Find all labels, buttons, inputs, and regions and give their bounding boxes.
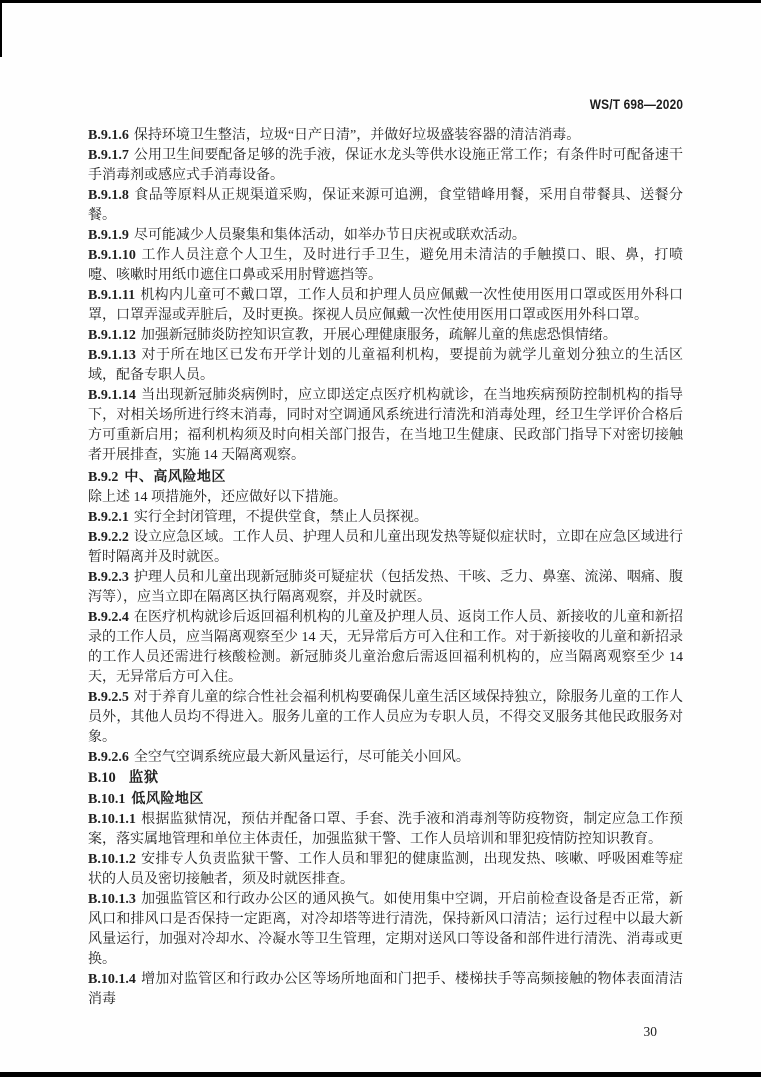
clause-text: 对于所在地区已发布开学计划的儿童福利机构，要提前为就学儿童划分独立的生活区域，配备专职人员。: [88, 348, 683, 383]
clause-text: 加强监管区和行政办公区的通风换气。如使用集中空调，开启前检查设备是否正常，新风口和排风口是否保持一定距离，对冷却塔等进行清洗，保持新风口清洁；运行过程中以最大新风量运行，加强对冷却水、冷凝水等卫生管理，定期对送风口等设备和部件进行清洗、消毒或更换。: [88, 892, 683, 967]
clause-number: B.9.1.14: [88, 388, 136, 403]
clause-paragraph: [88, 386, 683, 466]
clause-number: B.9.1.6: [88, 128, 129, 143]
clause-number: B.9.2.6: [88, 750, 129, 765]
clause-paragraph: [88, 126, 683, 146]
clause-number: B.9.2: [88, 470, 119, 485]
clause-number: B.9.1.12: [88, 328, 136, 343]
clause-paragraph: [88, 688, 683, 748]
clause-paragraph: [88, 286, 683, 326]
clause-number: B.9.1.13: [88, 348, 136, 363]
clause-text: 当出现新冠肺炎病例时，应立即送定点医疗机构就诊，在当地疾病预防控制机构的指导下，对相关场所进行终末消毒，同时对空调通风系统进行清洗和消毒处理，经卫生学评价合格后方可重新启用；福利机构须及时向相关部门报告，在当地卫生健康、民政部门指导下对密切接触者开展排查，实施 14 天隔离观察。: [88, 388, 683, 463]
clause-number: B.9.2.4: [88, 610, 129, 625]
clause-text: 加强新冠肺炎防控知识宣教，开展心理健康服务，疏解儿童的焦虑恐惧情绪。: [140, 328, 617, 343]
clause-paragraph: [88, 146, 683, 186]
clause-text: 增加对监管区和行政办公区等场所地面和门把手、楼梯扶手等高频接触的物体表面清洁消毒: [88, 972, 683, 1007]
clause-paragraph: [88, 508, 683, 528]
clause-text: 公用卫生间要配备足够的洗手液，保证水龙头等供水设施正常工作；有条件时可配备速干手消毒剂或感应式手消毒设备。: [88, 148, 683, 183]
subsection-heading: [88, 466, 683, 488]
clause-paragraph: [88, 810, 683, 850]
clause-text: 工作人员注意个人卫生，及时进行手卫生，避免用未清洁的手触摸口、眼、鼻，打喷嚏、咳嗽时用纸巾遮住口鼻或采用肘臂遮挡等。: [88, 248, 683, 283]
clause-number: B.9.1.8: [88, 188, 129, 203]
clause-paragraph: [88, 488, 683, 508]
clause-paragraph: [88, 568, 683, 608]
clause-number: B.9.1.11: [88, 288, 136, 303]
clause-paragraph: [88, 186, 683, 226]
clause-paragraph: [88, 608, 683, 688]
subsection-heading: [88, 788, 683, 810]
clause-text: 在医疗机构就诊后返回福利机构的儿童及护理人员、返岗工作人员、新接收的儿童和新招录的工作人员，应当隔离观察至少 14 天，无异常后方可入住和工作。对于新接收的儿童和新招录的工作人员还需进行核酸检测。新冠肺炎儿童治愈后需返回福利机构的，应当隔离观察至少 14 天，无异常后方可入住。: [88, 610, 683, 685]
document-body: [88, 126, 683, 1010]
clause-text: 对于养育儿童的综合性社会福利机构要确保儿童生活区域保持独立，除服务儿童的工作人员外，其他人员均不得进入。服务儿童的工作人员应为专职人员，不得交叉服务其他民政服务对象。: [88, 690, 683, 745]
clause-paragraph: [88, 748, 683, 768]
clause-number: B.10.1.1: [88, 812, 136, 827]
clause-text: 机构内儿童可不戴口罩，工作人员和护理人员应佩戴一次性使用医用口罩或医用外科口罩，口罩弄湿或弄脏后，及时更换。探视人员应佩戴一次性使用医用口罩或医用外科口罩。: [88, 288, 683, 323]
scan-edge-bottom: [0, 1072, 761, 1077]
heading-text: 监狱: [128, 770, 159, 786]
clause-text: 保持环境卫生整洁，垃圾“日产日清”，并做好垃圾盛装容器的清洁消毒。: [133, 128, 581, 143]
clause-text: 尽可能减少人员聚集和集体活动，如举办节日庆祝或联欢活动。: [133, 228, 526, 243]
standard-code: WS/T 698—2020: [589, 97, 683, 112]
clause-paragraph: [88, 890, 683, 970]
clause-number: B.10.1.3: [88, 892, 136, 907]
clause-text: 除上述 14 项措施外，还应做好以下措施。: [88, 490, 347, 505]
clause-number: B.9.1.9: [88, 228, 129, 243]
clause-paragraph: [88, 326, 683, 346]
section-heading: [88, 768, 683, 788]
clause-number: B.10: [88, 770, 116, 786]
clause-paragraph: [88, 850, 683, 890]
clause-text: 安排专人负责监狱干警、工作人员和罪犯的健康监测，出现发热、咳嗽、呼吸困难等症状的人员及密切接触者，须及时就医排查。: [88, 852, 683, 887]
clause-text: 实行全封闭管理，不提供堂食，禁止人员探视。: [133, 510, 428, 525]
clause-number: B.9.2.1: [88, 510, 129, 525]
clause-number: B.10.1: [88, 792, 126, 807]
clause-number: B.10.1.2: [88, 852, 136, 867]
clause-paragraph: [88, 528, 683, 568]
clause-text: 护理人员和儿童出现新冠肺炎可疑症状（包括发热、干咳、乏力、鼻塞、流涕、咽痛、腹泻等），应当立即在隔离区执行隔离观察，并及时就医。: [88, 570, 683, 605]
clause-paragraph: [88, 246, 683, 286]
page-header: [88, 96, 683, 114]
clause-text: 设立应急区域。工作人员、护理人员和儿童出现发热等疑似症状时，立即在应急区域进行暂时隔离并及时就医。: [88, 530, 683, 565]
clause-text: 全空气空调系统应最大新风量运行，尽可能关小回风。: [133, 750, 470, 765]
clause-paragraph: [88, 970, 683, 1010]
clause-number: B.9.1.10: [88, 248, 136, 263]
clause-text: 根据监狱情况，预估并配备口罩、手套、洗手液和消毒剂等防疫物资，制定应急工作预案，落实属地管理和单位主体责任，加强监狱干警、工作人员培训和罪犯疫情防控知识教育。: [88, 812, 683, 847]
clause-text: 食品等原料从正规渠道采购，保证来源可追溯，食堂错峰用餐，采用自带餐具、送餐分餐。: [88, 188, 683, 223]
scan-edge-left: [0, 0, 2, 57]
clause-number: B.9.2.2: [88, 530, 129, 545]
clause-paragraph: [88, 226, 683, 246]
heading-text: 中、高风险地区: [124, 468, 226, 484]
heading-text: 低风险地区: [131, 790, 204, 806]
scan-edge-top: [0, 0, 761, 3]
clause-number: B.9.2.5: [88, 690, 129, 705]
clause-number: B.10.1.4: [88, 972, 136, 987]
clause-number: B.9.2.3: [88, 570, 129, 585]
clause-paragraph: [88, 346, 683, 386]
clause-number: B.9.1.7: [88, 148, 129, 163]
page-number: 30: [643, 1024, 657, 1039]
